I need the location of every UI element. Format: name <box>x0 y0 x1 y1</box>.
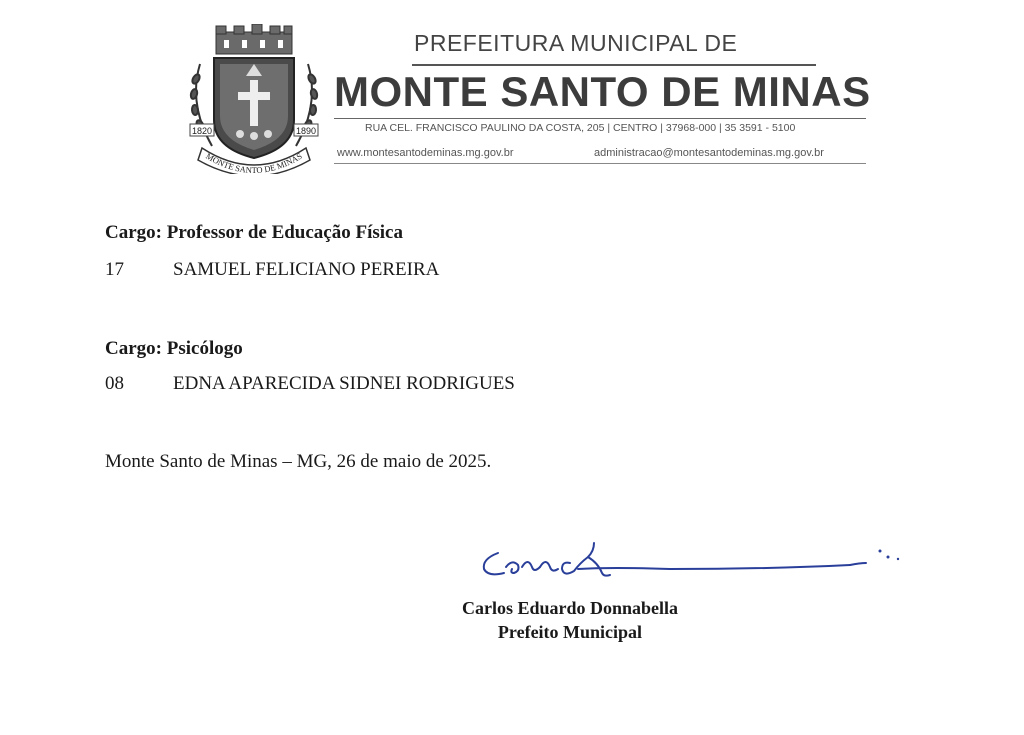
letterhead-divider-top <box>412 64 816 66</box>
handwritten-signature <box>470 533 910 583</box>
crest-ribbon-text: MONTE SANTO DE MINAS <box>204 150 304 174</box>
candidate-name: EDNA APARECIDA SIDNEI RODRIGUES <box>173 373 515 394</box>
cargo-heading: Cargo: Psicólogo <box>105 338 243 359</box>
letterhead-municipality-line: PREFEITURA MUNICIPAL DE <box>414 30 738 56</box>
crest-year-right: 1890 <box>295 126 317 136</box>
candidate-entry <box>105 259 439 281</box>
candidate-number: 08 <box>105 373 124 394</box>
candidate-number: 17 <box>105 259 124 280</box>
signer-name: Carlos Eduardo Donnabella <box>461 598 679 618</box>
signer-role: Prefeito Municipal <box>497 622 643 642</box>
place-and-date: Monte Santo de Minas – MG, 26 de maio de 2025. <box>105 451 492 472</box>
cargo-heading: Cargo: Professor de Educação Física <box>105 222 403 243</box>
candidate-name: SAMUEL FELICIANO PEREIRA <box>173 259 440 280</box>
letterhead-divider-bottom <box>334 163 866 164</box>
letterhead-email: administracao@montesantodeminas.mg.gov.br <box>594 147 824 159</box>
candidate-entry <box>105 373 515 395</box>
letterhead-city-name: MONTE SANTO DE MINAS <box>334 68 871 115</box>
letterhead-divider-middle <box>334 118 866 119</box>
letterhead-website: www.montesantodeminas.mg.gov.br <box>337 147 514 159</box>
crest-year-left: 1820 <box>191 126 213 136</box>
letterhead-address: RUA CEL. FRANCISCO PAULINO DA COSTA, 205 | CENTRO | 37968-000 | 35 3591 - 5100 <box>365 122 796 134</box>
municipal-crest-logo <box>186 24 322 174</box>
